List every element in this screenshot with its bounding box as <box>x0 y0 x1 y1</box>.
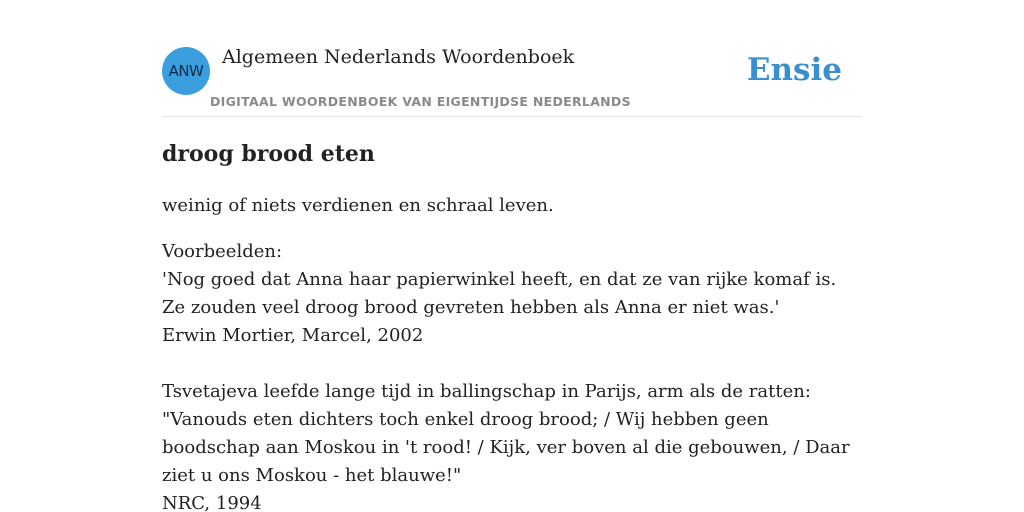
ensie-brand-logo[interactable]: Ensie <box>746 52 842 88</box>
site-header <box>162 0 862 117</box>
example-spacer <box>162 350 862 378</box>
example-quote: 'Nog goed dat Anna haar papierwinkel heeft, en dat ze van rijke komaf is. Ze zouden veel droog brood gevreten hebben als Anna er niet was.' <box>162 269 837 318</box>
example-quote: Tsvetajeva leefde lange tijd in ballingschap in Parijs, arm als de ratten: "Vanouds eten dichters toch enkel droog brood; / Wij hebben geen boodschap aan Moskou in 't rood! / Kijk, ver boven al die gebouwen, / Daar ziet u ons Moskou - het blauwe!" <box>162 381 850 486</box>
examples-block <box>162 238 862 512</box>
entry-content <box>162 138 862 512</box>
example-source: Erwin Mortier, Marcel, 2002 <box>162 325 424 346</box>
anw-logo[interactable]: ANW <box>162 47 210 95</box>
entry-term: droog brood eten <box>162 141 375 167</box>
examples-label: Voorbeelden: <box>162 241 283 262</box>
site-title[interactable]: Algemeen Nederlands Woordenboek <box>222 46 575 68</box>
entry-definition: weinig of niets verdienen en schraal leven. <box>162 195 554 216</box>
example-source: NRC, 1994 <box>162 493 262 512</box>
site-subtitle: DIGITAAL WOORDENBOEK VAN EIGENTIJDSE NEDERLANDS <box>210 94 631 109</box>
